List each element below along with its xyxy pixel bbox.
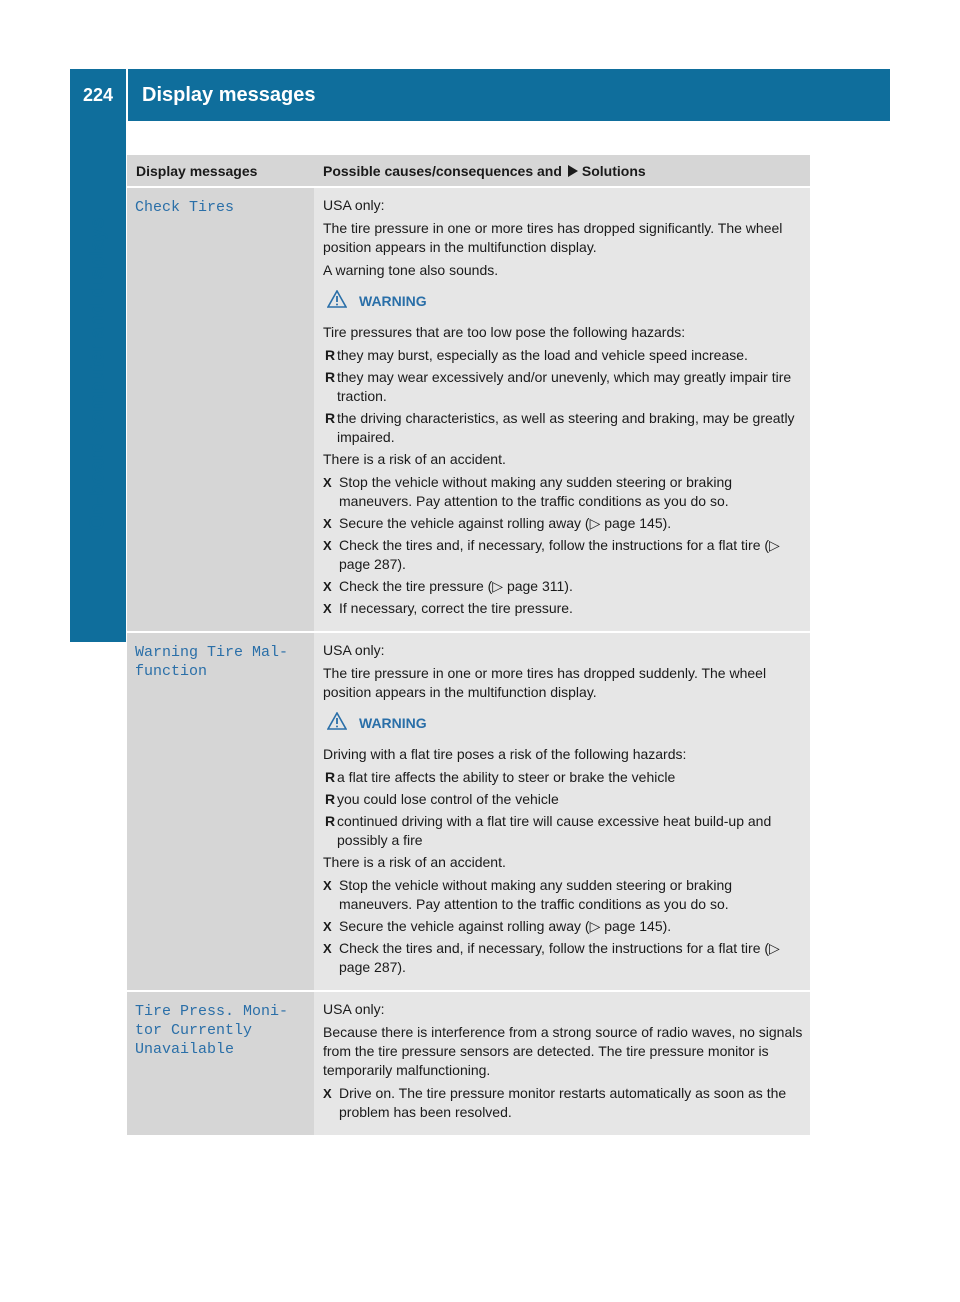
action-step-text: Stop the vehicle without making any sudden steering or braking maneuvers. Pay attention to the traffic conditions as you do so. [339,474,733,509]
action-x-icon: X [323,941,332,956]
side-tab-lower [70,612,126,642]
solution-cell [314,188,810,631]
solution-cell [314,992,810,1135]
action-x-icon: X [323,579,332,594]
intro-paragraph: Because there is interference from a strong source of radio waves, no signals from the tire pressure sensors are detected. The tire pressure monitor is temporarily malfunctioning. [323,1024,803,1078]
action-step [323,536,804,574]
risk-statement: There is a risk of an accident. [323,854,506,870]
action-step-text: Stop the vehicle without making any sudden steering or braking maneuvers. Pay attention to the traffic conditions as you do so. [339,877,733,912]
table-row [127,186,810,631]
warning-triangle-icon [327,290,359,313]
col-header-causes-label: Possible causes/consequences and [323,162,562,179]
action-x-icon: X [323,516,332,531]
page-title: Display messages [142,83,316,106]
warning-heading [327,712,804,735]
action-step [323,514,804,533]
table-body [127,186,810,1135]
bullet-r-icon: R [325,769,336,785]
col-header-causes [314,163,810,179]
display-messages-table [127,155,810,1135]
action-step [323,939,804,977]
col-header-solutions-label: Solutions [581,162,646,179]
hazard-bullet [323,368,804,406]
page-number: 224 [82,84,114,105]
side-tab-label: On-board computer and displays [86,217,109,531]
action-x-icon: X [323,919,332,934]
action-step-text: Check the tires and, if necessary, follow the instructions for a flat tire (▷ page 287). [339,537,780,572]
display-message-text: Warning Tire Mal‐ [135,644,289,661]
hazard-bullet-text: they may wear excessively and/or unevenly, which may greatly impair tire traction. [337,369,792,404]
intro-paragraph: USA only: [323,197,385,213]
bullet-r-icon: R [325,410,336,426]
action-step-text: If necessary, correct the tire pressure. [339,600,573,616]
hazard-bullet [323,768,804,787]
action-step [323,1084,804,1122]
display-message-text: Check Tires [135,199,235,216]
action-step-text: Check the tires and, if necessary, follow the instructions for a flat tire (▷ page 287). [339,940,780,975]
hazard-bullet [323,346,804,365]
intro-paragraph: The tire pressure in one or more tires has dropped suddenly. The wheel position appears in the multifunction display. [323,665,767,700]
display-message-text: Tire Press. Moni‐ [135,1003,289,1020]
hazard-bullet-text: you could lose control of the vehicle [337,791,559,807]
bullet-r-icon: R [325,813,336,829]
action-step [323,473,804,511]
action-arrow-icon [568,165,578,177]
table-row [127,990,810,1135]
display-message-text: Unavailable [135,1041,235,1058]
intro-paragraph: A warning tone also sounds. [323,262,499,278]
action-x-icon: X [323,538,332,553]
bullet-r-icon: R [325,369,336,385]
action-x-icon: X [323,475,332,490]
solution-cell [314,633,810,990]
message-cell [127,992,314,1135]
hazard-bullet [323,790,804,809]
hazard-bullet [323,409,804,447]
action-step-text: Drive on. The tire pressure monitor restarts automatically as soon as the problem has been resolved. [339,1085,787,1120]
table-header [127,155,810,186]
page-header [70,69,890,121]
action-x-icon: X [323,1086,332,1101]
col-header-messages: Display messages [136,162,258,179]
hazard-bullet-text: continued driving with a flat tire will cause excessive heat build-up and possibly a fire [337,813,772,848]
action-step [323,599,804,618]
intro-paragraph: USA only: [323,1001,385,1017]
warning-label: WARNING [359,715,427,731]
header-divider [126,69,128,121]
display-message-text: function [135,663,208,680]
warning-label: WARNING [359,293,427,309]
intro-paragraph: USA only: [323,642,385,658]
warning-heading [327,290,804,313]
bullet-r-icon: R [325,347,336,363]
action-step [323,917,804,936]
message-cell [127,188,314,631]
hazard-intro: Driving with a flat tire poses a risk of the following hazards: [323,746,687,762]
action-x-icon: X [323,878,332,893]
action-step-text: Secure the vehicle against rolling away (▷ page 145). [339,515,672,531]
hazard-bullet-text: a flat tire affects the ability to steer or brake the vehicle [337,769,676,785]
message-cell [127,633,314,990]
hazard-bullet [323,812,804,850]
action-step-text: Secure the vehicle against rolling away (▷ page 145). [339,918,672,934]
warning-triangle-icon [327,712,359,735]
hazard-bullet-text: the driving characteristics, as well as steering and braking, may be greatly impaired. [337,410,795,445]
action-step [323,577,804,596]
intro-paragraph: The tire pressure in one or more tires has dropped significantly. The wheel position appears in the multifunction display. [323,220,783,255]
action-x-icon: X [323,601,332,616]
bullet-r-icon: R [325,791,336,807]
table-row [127,631,810,990]
display-message-text: tor Currently [135,1022,253,1039]
risk-statement: There is a risk of an accident. [323,451,506,467]
action-step [323,876,804,914]
hazard-intro: Tire pressures that are too low pose the following hazards: [323,324,686,340]
action-step-text: Check the tire pressure (▷ page 311). [339,578,573,594]
hazard-bullet-text: they may burst, especially as the load and vehicle speed increase. [337,347,748,363]
